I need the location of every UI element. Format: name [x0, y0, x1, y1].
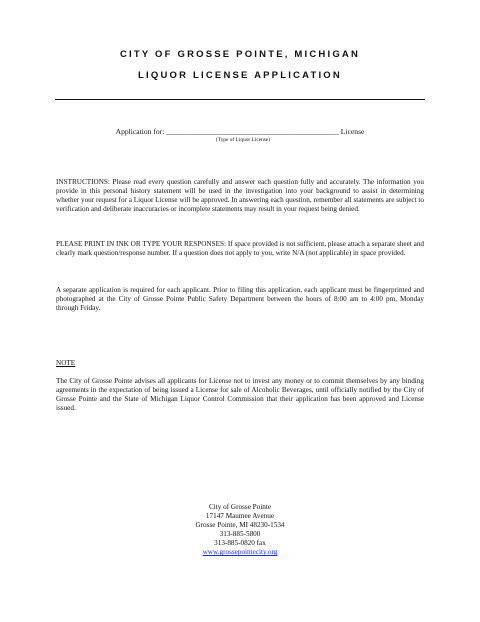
instructions-paragraph: INSTRUCTIONS: Please read every question carefully and answer each question fully and accurately. The information you provide in this personal history statement will be used in the investigation into your background to assist in determining whether your request for a Liquor License will be approved. In answering each question, remember all statements are subject to verification and deliberate inaccuracies or incomplete statements may result in your request being denied. — [56, 178, 424, 214]
note-paragraph: The City of Grosse Pointe advises all applicants for License not to invest any money or to commit themselves by any binding agreements in the expectation of being issued a License for sale of Alcoholic Beverages, until officially notified by the City of Grosse Pointe and the State of Michigan Liquor Control Commission that their application has been approved and License issued. — [56, 377, 424, 413]
separate-application-paragraph: A separate application is required for each applicant. Prior to filing this application, each applicant must be fingerprinted and photographed at the City of Grosse Pointe Public Safety Department between the hours of 8:00 am to 4:00 pm, Monday through Friday. — [56, 286, 424, 313]
license-type-sublabel: (Type of Liquor License) — [215, 137, 271, 143]
header-divider — [55, 99, 425, 100]
license-type-blank: ________________________________________________ — [166, 127, 339, 136]
form-title: LIQUOR LICENSE APPLICATION — [138, 70, 342, 81]
application-for-label: Application for: — [115, 127, 165, 136]
application-for-line — [0, 127, 480, 136]
address-city: Grosse Pointe, MI 48230-1534 — [195, 521, 285, 530]
print-instructions-paragraph: PLEASE PRINT IN INK OR TYPE YOUR RESPONSES: If space provided is not sufficient, please attach a separate sheet and clearly mark question/response number. If a question does not apply to you, write N/A (not applicable) in space provided. — [56, 240, 424, 258]
city-title: CITY OF GROSSE POINTE, MICHIGAN — [119, 49, 361, 60]
address-block — [0, 503, 480, 558]
address-street: 17147 Maumee Avenue — [205, 512, 275, 521]
website-link[interactable]: www.grossepointecity.org — [202, 548, 278, 557]
address-name: City of Grosse Pointe — [208, 503, 272, 511]
address-fax: 313-885-0820 fax — [214, 539, 266, 548]
address-phone: 313-885-5800 — [219, 530, 261, 539]
note-heading: NOTE — [56, 359, 76, 367]
license-suffix: License — [340, 127, 365, 136]
